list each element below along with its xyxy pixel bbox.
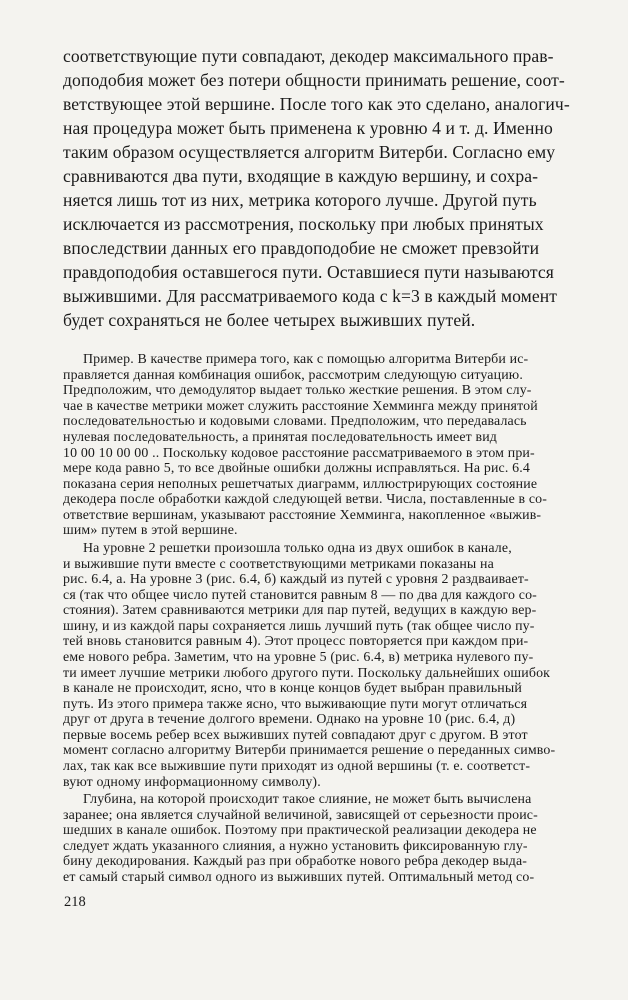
text-line: лах, так как все выжившие пути приходят из одной вершины (т. е. соответст- xyxy=(63,759,531,774)
text-line: момент согласно алгоритму Витерби принимается решение о переданных симво- xyxy=(63,743,556,759)
text-line: ся (так что общее число путей становится равным 8 — по два для каждого со- xyxy=(63,587,537,603)
text-line: Предположим, что демодулятор выдает только жесткие решения. В этом слу- xyxy=(63,383,532,399)
text-line: правляется данная комбинация ошибок, рассмотрим следующую ситуацию. xyxy=(63,367,523,383)
text-line: первые восемь ребер всех выживших путей совпадают друг с другом. В этот xyxy=(63,727,528,743)
text-line: 10 00 10 00 00 .. Поскольку кодовое расстояние рассматриваемого в этом при- xyxy=(63,445,535,461)
text-line: мере кода равно 5, то все двойные ошибки должны исправляться. На рис. 6.4 xyxy=(63,461,530,476)
text-line: выжившими. Для рассматриваемого кода с k=3 в каждый момент xyxy=(63,286,558,306)
text-line: заранее; она является случайной величиной, зависящей от серьезности проис- xyxy=(63,807,538,823)
text-line: чае в качестве метрики может служить расстояние Хемминга между принятой xyxy=(63,398,538,414)
text-line: последовательностью и кодовыми словами. Предположим, что передавалась xyxy=(63,414,527,430)
text-line: шим» путем в этой вершине. xyxy=(63,523,238,539)
text-line: путь. Из этого примера также ясно, что выживающие пути могут отличаться xyxy=(63,696,528,712)
text-line: следует ждать указанного слияния, а нужно установить фиксированную глу- xyxy=(63,838,528,854)
text-line: ответствие вершинам, указывают расстояние Хемминга, накопленное «выжив- xyxy=(63,507,542,523)
text-line: друг от друга в течение долгого времени. Однако на уровне 10 (рис. 6.4, д) xyxy=(63,712,516,728)
page-number: 218 xyxy=(64,894,86,910)
text-line: рис. 6.4, а. На уровне 3 (рис. 6.4, б) каждый из путей с уровня 2 раздваивает- xyxy=(63,572,529,588)
text-line: нулевая последовательность, а принятая последовательность имеет вид xyxy=(63,429,498,445)
text-line: доподобия может без потери общности принимать решение, соот- xyxy=(63,70,565,90)
text-line: Глубина, на которой происходит такое слияние, не может быть вычислена xyxy=(83,792,532,808)
text-line: шедших в канале ошибок. Поэтому при практической реализации декодера не xyxy=(63,823,537,839)
text-line: ная процедура может быть применена к уровню 4 и т. д. Именно xyxy=(63,118,553,138)
text-line: и выжившие пути вместе с соответствующими метриками показаны на xyxy=(63,556,494,572)
text-line: На уровне 2 решетки произошла только одна из двух ошибок в канале, xyxy=(83,540,512,556)
text-line: исключается из рассмотрения, поскольку при любых принятых xyxy=(63,214,544,234)
text-line: еме нового ребра. Заметим, что на уровне 5 (рис. 6.4, в) метрика нулевого пу- xyxy=(63,649,534,665)
text-line: показана серия неполных решетчатых диаграмм, иллюстрирующих состояние xyxy=(63,476,538,492)
text-line: декодера после обработки каждой следующей ветви. Числа, поставленные в со- xyxy=(63,492,548,508)
text-line: соответствующие пути совпадают, декодер максимального прав- xyxy=(63,46,554,66)
text-line: будет сохраняться не более четырех выживших путей. xyxy=(63,310,476,330)
text-line: няется лишь тот из них, метрика которого лучше. Другой путь xyxy=(63,190,537,210)
text-line: Пример. В качестве примера того, как с помощью алгоритма Витерби ис- xyxy=(83,352,529,367)
text-line: ти имеет лучшие метрики любого другого пути. Поскольку дальнейших ошибок xyxy=(63,665,551,681)
text-line: ветствующее этой вершине. После того как это сделано, аналогич- xyxy=(63,94,570,114)
text-line: правдоподобия оставшегося пути. Оставшиеся пути называются xyxy=(63,262,554,282)
text-line: впоследствии данных его правдоподобие не сможет превзойти xyxy=(63,238,540,258)
text-line: таким образом осуществляется алгоритм Витерби. Согласно ему xyxy=(63,142,556,162)
text-line: бину декодирования. Каждый раз при обработке нового ребра декодер выда- xyxy=(63,854,528,870)
text-line: сравниваются два пути, входящие в каждую вершину, и сохра- xyxy=(63,166,539,186)
text-line: шину, и из каждой пары сохраняется лишь лучший путь (так общее число пу- xyxy=(63,618,535,634)
text-line: вуют одному информационному символу). xyxy=(63,774,321,790)
text-line: стояния). Затем сравниваются метрики для пар путей, ведущих в каждую вер- xyxy=(63,603,537,619)
text-line: тей вновь становится равным 4). Этот процесс повторяется при каждом при- xyxy=(63,634,529,650)
text-line: ет самый старый символ одного из выживших путей. Оптимальный метод со- xyxy=(63,870,535,885)
text-line: в канале не происходит, ясно, что в конце концов будет выбран правильный xyxy=(63,681,522,697)
